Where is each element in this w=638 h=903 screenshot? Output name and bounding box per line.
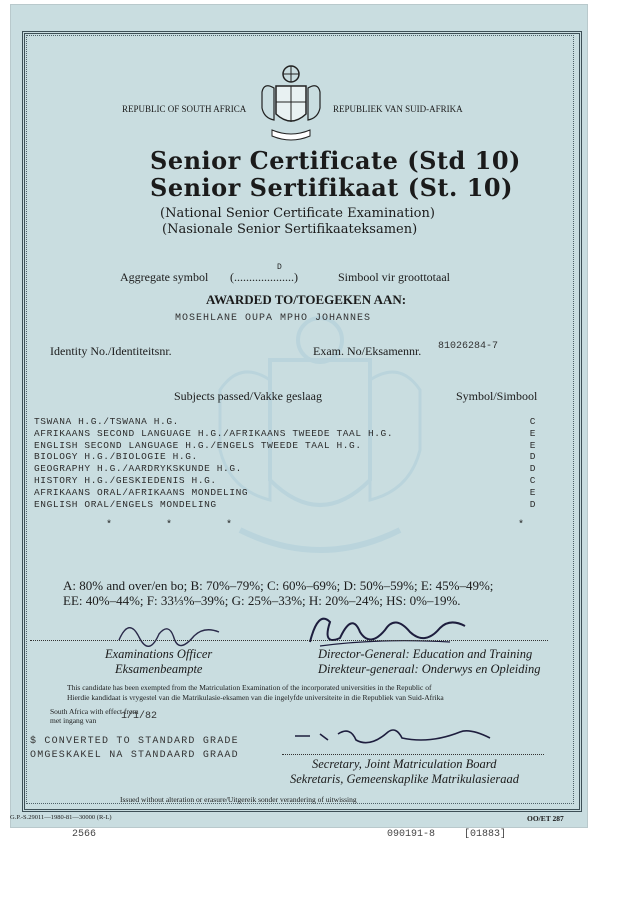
serial-number-left: 2566 bbox=[72, 829, 97, 840]
secretary-signature bbox=[290, 722, 510, 750]
star-mark: * bbox=[166, 520, 173, 531]
secretary-title-en: Secretary, Joint Matriculation Board bbox=[312, 757, 497, 771]
officer-title-af: Eksamenbeampte bbox=[115, 662, 203, 676]
serial-number-middle: 090191-8 bbox=[387, 829, 436, 840]
star-mark: * bbox=[226, 520, 233, 531]
subject-name: AFRIKAANS ORAL/AFRIKAANS MONDELING bbox=[34, 486, 249, 498]
subject-grade: C bbox=[529, 474, 536, 486]
aggregate-dots: (....................) bbox=[230, 270, 298, 284]
subject-row bbox=[34, 440, 540, 452]
symbol-header: Symbol/Simbool bbox=[456, 389, 538, 403]
certificate-subtitle-af: (Nasionale Senior Sertifikaateksamen) bbox=[162, 222, 418, 237]
subjects-header: Subjects passed/Vakke geslaag bbox=[174, 389, 322, 403]
director-title-af: Direkteur-generaal: Onderwys en Opleiding bbox=[318, 662, 541, 676]
issued-note: Issued without alteration or erasure/Uitgereik sonder verandering of uitwissing bbox=[120, 795, 357, 804]
subject-name: GEOGRAPHY H.G./AARDRYKSKUNDE H.G. bbox=[34, 463, 242, 475]
subject-grade: D bbox=[529, 451, 536, 463]
subject-name: HISTORY H.G./GESKIEDENIS H.G. bbox=[34, 474, 217, 486]
coat-of-arms-logo bbox=[256, 62, 326, 144]
signature-line bbox=[30, 640, 548, 641]
converted-note-af: OMGESKAKEL NA STANDAARD GRAAD bbox=[30, 750, 239, 761]
subjects-list bbox=[34, 416, 540, 510]
subject-row bbox=[34, 487, 540, 499]
subject-row bbox=[34, 428, 540, 440]
subject-row bbox=[34, 499, 540, 511]
exemption-text-af: Hierdie kandidaat is vrygestel van die Matrikulasie-eksamen van die ingelyfde universiteite in die Republiek van Suid-Afrika bbox=[67, 693, 444, 702]
subject-grade: E bbox=[529, 486, 536, 498]
awarded-label: AWARDED TO/TOEGEKEN AAN: bbox=[206, 292, 407, 307]
candidate-name: MOSEHLANE OUPA MPHO JOHANNES bbox=[175, 313, 372, 324]
subject-name: TSWANA H.G./TSWANA H.G. bbox=[34, 416, 179, 427]
subject-row bbox=[34, 463, 540, 475]
subject-name: BIOLOGY H.G./BIOLOGIE H.G. bbox=[34, 451, 198, 463]
aggregate-label-en: Aggregate symbol bbox=[120, 270, 209, 284]
subject-name: ENGLISH ORAL/ENGELS MONDELING bbox=[34, 498, 217, 510]
converted-note-en: $ CONVERTED TO STANDARD GRADE bbox=[30, 736, 239, 747]
effect-label-en: South Africa with effect from bbox=[50, 707, 139, 716]
subject-name: AFRIKAANS SECOND LANGUAGE H.G./AFRIKAANS TWEEDE TAAL H.G. bbox=[34, 427, 394, 439]
header-left: REPUBLIC OF SOUTH AFRICA bbox=[122, 104, 247, 114]
subject-row bbox=[34, 451, 540, 463]
grading-scale-line2: EE: 40%–44%; F: 33⅓%–39%; G: 25%–33%; H: 20%–24%; HS: 0%–19%. bbox=[63, 593, 461, 608]
subject-grade: D bbox=[529, 498, 536, 510]
subject-row bbox=[34, 475, 540, 487]
secretary-signature-line bbox=[282, 754, 544, 755]
identity-label: Identity No./Identiteitsnr. bbox=[50, 344, 172, 358]
subject-name: ENGLISH SECOND LANGUAGE H.G./ENGELS TWEEDE TAAL H.G. bbox=[34, 439, 362, 451]
secretary-title-af: Sekretaris, Gemeenskaplike Matrikulasieraad bbox=[290, 772, 519, 786]
exemption-text-en: This candidate has been exempted from the Matriculation Examination of the incorporated universities in the Republic of bbox=[67, 683, 432, 692]
aggregate-label-af: Simbool vir groottotaal bbox=[338, 270, 450, 284]
aggregate-symbol: D bbox=[277, 263, 282, 272]
subject-row bbox=[34, 416, 540, 428]
exam-number: 81026284-7 bbox=[438, 341, 499, 352]
aggregate-value bbox=[230, 263, 298, 285]
serial-number-right: [01883] bbox=[464, 829, 507, 840]
header-right: REPUBLIEK VAN SUID-AFRIKA bbox=[333, 104, 463, 114]
form-code: OO/ET 287 bbox=[527, 814, 564, 823]
certificate-title-af: Senior Sertifikaat (St. 10) bbox=[150, 173, 513, 202]
officer-signature bbox=[114, 612, 224, 652]
exam-label: Exam. No/Eksamennr. bbox=[313, 344, 422, 358]
subject-grade: C bbox=[529, 416, 536, 427]
star-mark: * bbox=[518, 520, 525, 531]
star-mark: * bbox=[106, 520, 113, 531]
subject-grade: E bbox=[529, 439, 536, 451]
certificate-subtitle-en: (National Senior Certificate Examination) bbox=[160, 206, 435, 221]
grading-scale-line1: A: 80% and over/en bo; B: 70%–79%; C: 60%–69%; D: 50%–59%; E: 45%–49%; bbox=[63, 578, 494, 593]
effect-label-af: met ingang van bbox=[50, 716, 97, 725]
certificate-title-en: Senior Certificate (Std 10) bbox=[150, 146, 521, 175]
subject-grade: E bbox=[529, 427, 536, 439]
director-title-en: Director-General: Education and Training bbox=[318, 647, 533, 661]
print-code: G.P.-S.29011—1980-81—30000 (R-L) bbox=[10, 814, 112, 821]
end-of-subjects-stars bbox=[106, 520, 525, 531]
officer-title-en: Examinations Officer bbox=[105, 647, 213, 661]
effect-date: 1/1/82 bbox=[121, 711, 158, 722]
subject-grade: D bbox=[529, 463, 536, 475]
